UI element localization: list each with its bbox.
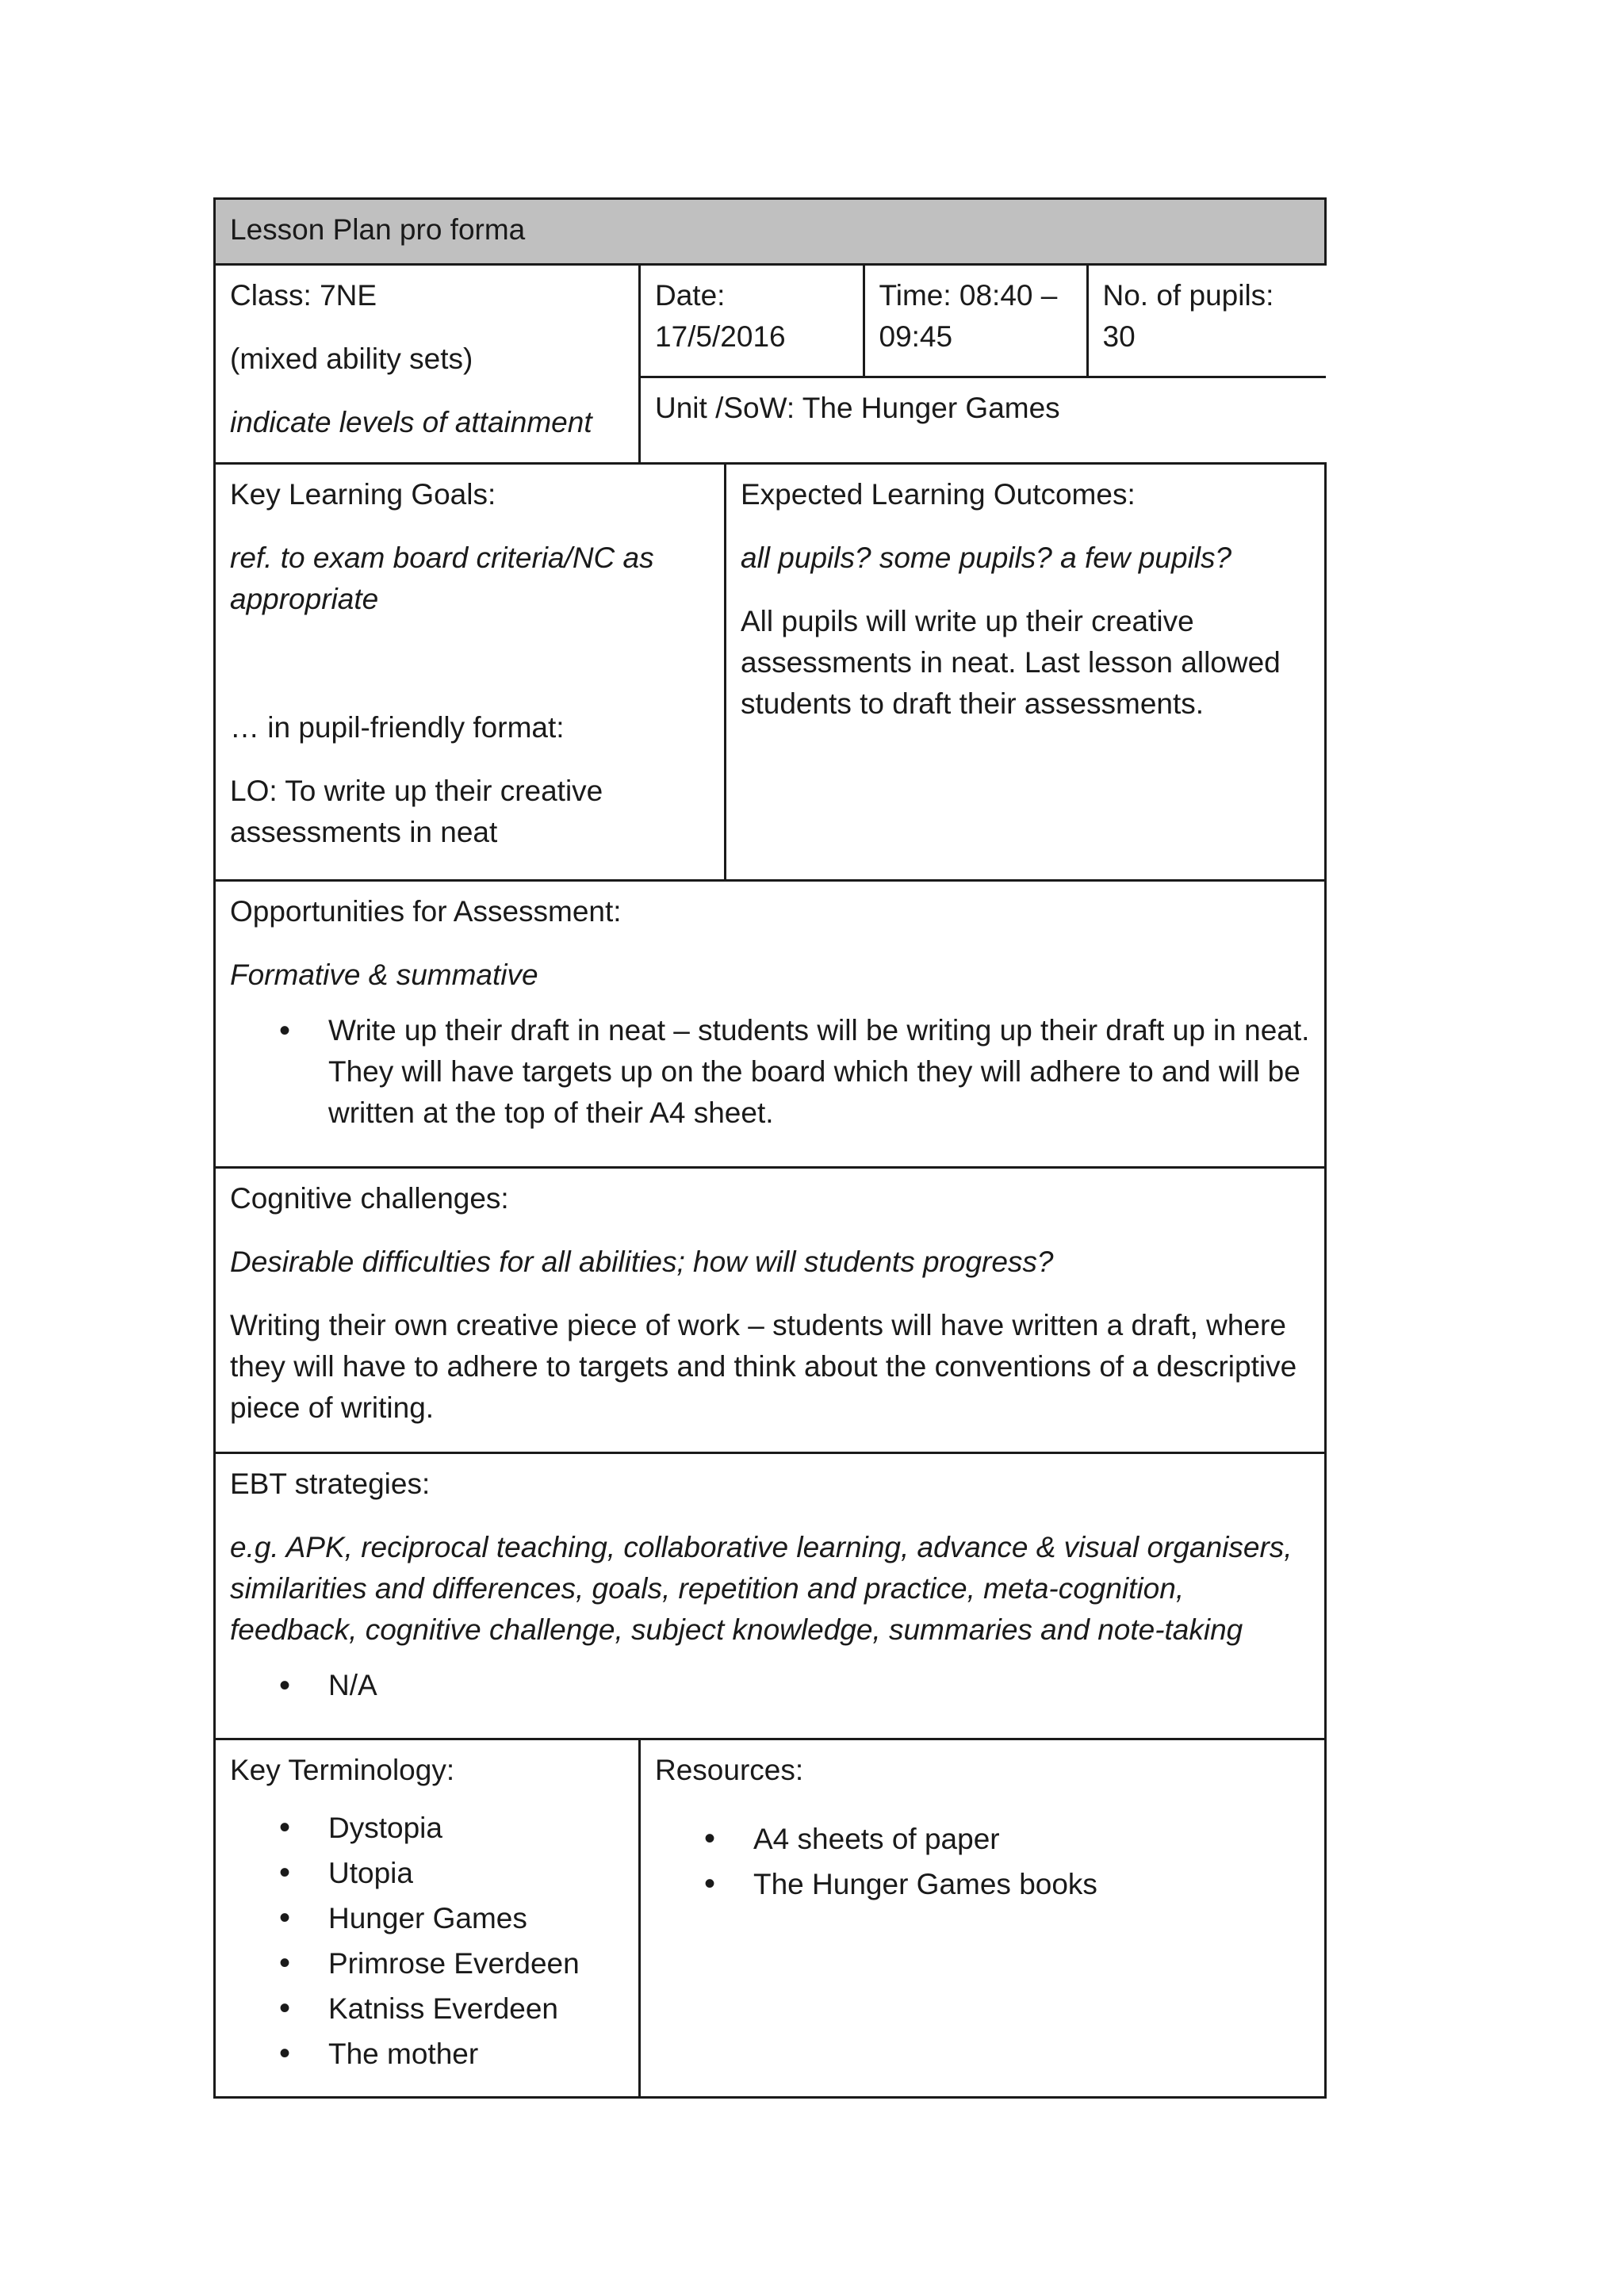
list-item: • A4 sheets of paper bbox=[753, 1816, 1310, 1862]
cognitive-row bbox=[215, 1168, 1326, 1453]
terminology-list bbox=[230, 1805, 624, 2076]
header-row bbox=[215, 199, 1326, 265]
assessment-heading: Opportunities for Assessment: bbox=[230, 895, 622, 928]
resources-heading: Resources: bbox=[655, 1754, 804, 1786]
attainment-hint: indicate levels of attainment bbox=[230, 406, 592, 438]
outcomes-cell bbox=[726, 464, 1326, 881]
terminology-resources-row bbox=[215, 1739, 1326, 2098]
ebt-heading: EBT strategies: bbox=[230, 1468, 431, 1500]
assessment-list bbox=[230, 1010, 1310, 1134]
ebt-cell bbox=[215, 1453, 1326, 1739]
unit-label: Unit /SoW: The Hunger Games bbox=[655, 391, 1060, 424]
list-item: • Hunger Games bbox=[328, 1896, 624, 1941]
assessment-cell bbox=[215, 881, 1326, 1168]
date-cell bbox=[641, 266, 864, 377]
class-cell bbox=[215, 265, 640, 464]
list-item: • Dystopia bbox=[328, 1805, 624, 1850]
assessment-row bbox=[215, 881, 1326, 1168]
outcomes-heading: Expected Learning Outcomes: bbox=[741, 478, 1136, 511]
time-cell bbox=[864, 266, 1087, 377]
date-label: Date: bbox=[655, 279, 726, 312]
pupils-value: 30 bbox=[1102, 320, 1136, 353]
pupils-label: No. of pupils: bbox=[1102, 279, 1274, 312]
outcomes-text: All pupils will write up their creative assessments in neat. Last lesson allowed students to draft their assessments. bbox=[741, 605, 1281, 720]
form-title: Lesson Plan pro forma bbox=[215, 199, 1326, 265]
resources-list bbox=[655, 1816, 1310, 1907]
unit-cell bbox=[641, 377, 1326, 462]
terminology-heading: Key Terminology: bbox=[230, 1754, 455, 1786]
cognitive-hint: Desirable difficulties for all abilities; how will students progress? bbox=[230, 1246, 1054, 1278]
list-item: • The mother bbox=[328, 2031, 624, 2076]
learning-goals-cell bbox=[215, 464, 726, 881]
terminology-cell bbox=[215, 1739, 640, 2098]
learning-goals-heading: Key Learning Goals: bbox=[230, 478, 496, 511]
lesson-plan-table bbox=[213, 197, 1326, 2099]
pupils-cell bbox=[1087, 266, 1326, 377]
assessment-hint: Formative & summative bbox=[230, 959, 538, 991]
ebt-hint: e.g. APK, reciprocal teaching, collaborative learning, advance & visual organisers, similarities and differences, goals, repetition and practice, meta-cognition, feedback, cognitive challenge, subject knowledge, summaries and note-taking bbox=[230, 1531, 1293, 1646]
time-end: 09:45 bbox=[879, 320, 953, 353]
list-item: • Write up their draft in neat – students will be writing up their draft up in neat. They will have targets up on the board which they will adhere to and will be written at the top of their A4 sheet. bbox=[328, 1010, 1310, 1134]
goals-row bbox=[215, 464, 1326, 881]
resources-cell bbox=[640, 1739, 1326, 2098]
pupil-friendly-label: … in pupil-friendly format: bbox=[230, 711, 565, 744]
ebt-row bbox=[215, 1453, 1326, 1739]
list-item: • The Hunger Games books bbox=[753, 1862, 1310, 1907]
ebt-list bbox=[230, 1665, 1310, 1706]
time-label: Time: 08:40 – bbox=[879, 279, 1058, 312]
class-details-subtable bbox=[641, 266, 1326, 462]
outcomes-hint: all pupils? some pupils? a few pupils? bbox=[741, 541, 1232, 574]
learning-goals-hint: ref. to exam board criteria/NC as appropriate bbox=[230, 541, 654, 615]
cognitive-cell bbox=[215, 1168, 1326, 1453]
class-label: Class: 7NE bbox=[230, 279, 377, 312]
learning-objective: LO: To write up their creative assessments in neat bbox=[230, 775, 603, 848]
list-item: • N/A bbox=[328, 1665, 1310, 1706]
date-value: 17/5/2016 bbox=[655, 320, 786, 353]
cognitive-heading: Cognitive challenges: bbox=[230, 1182, 509, 1215]
list-item: • Primrose Everdeen bbox=[328, 1941, 624, 1986]
cognitive-text: Writing their own creative piece of work – students will have written a draft, where they will have to adhere to targets and think about the conventions of a descriptive piece of writing. bbox=[230, 1309, 1297, 1424]
list-item: • Katniss Everdeen bbox=[328, 1986, 624, 2031]
list-item: • Utopia bbox=[328, 1850, 624, 1896]
sets-note: (mixed ability sets) bbox=[230, 342, 473, 375]
